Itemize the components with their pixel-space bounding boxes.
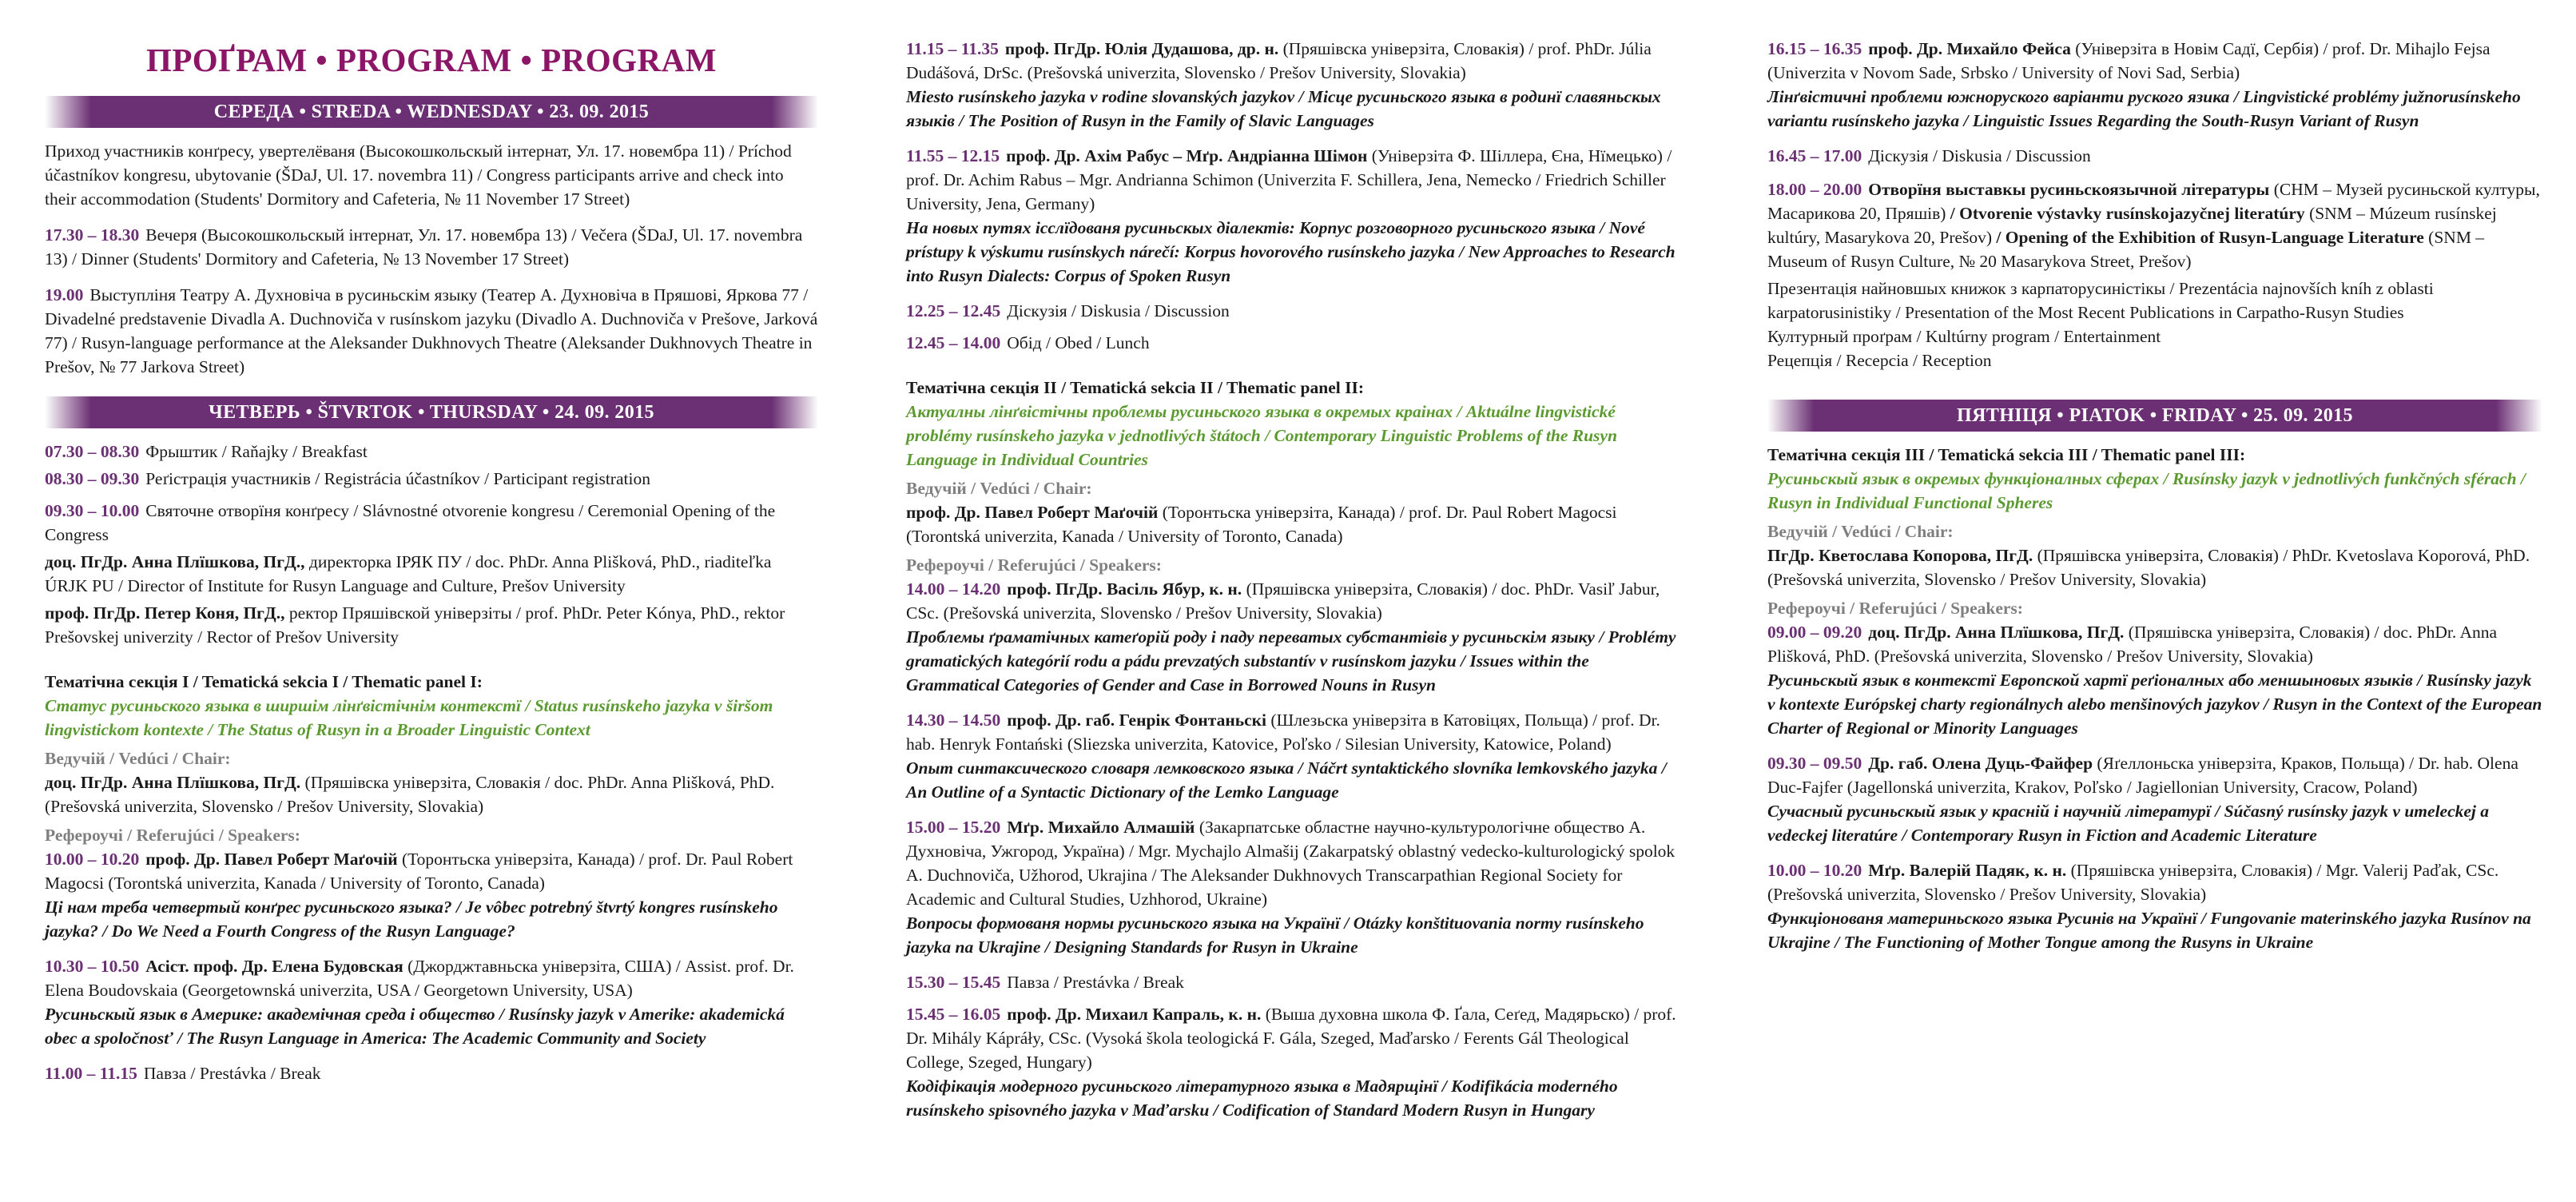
panel-heading: Тематічна секція I / Tematická sekcia I / Thematic panel I:: [45, 672, 483, 691]
panel-heading: Тематічна секція II / Tematická sekcia II / Thematic panel II:: [906, 378, 1365, 397]
chair-name: проф. Др. Павел Роберт Маґочій: [906, 503, 1159, 522]
item-time: 18.00 – 20.00: [1767, 180, 1862, 199]
talk-entry: [906, 144, 1680, 288]
panel-chair: [45, 746, 818, 818]
chair-label: Ведучій / Vedúci / Chair:: [906, 479, 1092, 498]
exhibit-title-uk: Отворїня выставкы русиньскоязычной літературы: [1868, 180, 2270, 199]
exhibition-program: [1767, 277, 2542, 372]
talk-time: 15.45 – 16.05: [906, 1005, 1001, 1024]
column-2: [906, 0, 1680, 1133]
talk-affiliation: (Торонтьска універзіта, Канада) / prof. Dr. Paul Robert Magocsi (Torontská univerzita, Kanada / University of Toronto, Canada): [45, 850, 793, 893]
day-band-friday: ПЯТНІЦЯ • PIATOK • FRIDAY • 25. 09. 2015: [1767, 400, 2542, 432]
schedule-item: [45, 139, 818, 211]
schedule-item: [45, 223, 818, 271]
panel-1: [45, 670, 818, 742]
speakers-label: Рефероучі / Referujúci / Speakers:: [906, 555, 1162, 575]
talk-speaker: проф. Др. Михаил Капраль, к. н.: [1007, 1005, 1262, 1024]
talk-speaker: Асіст. проф. Др. Елена Будовская: [145, 957, 403, 976]
item-time: 08.30 – 09.30: [45, 469, 140, 488]
talk-title: Функціонованя материньского языка Русинів на Українї / Fungovanie materinského jazyka Rusínov na Ukrajine / The Functioning of Mother Tongue among the Rusyns in Ukraine: [1767, 909, 2531, 952]
item-text: Выступліня Театру А. Духновіча в русиньскім языку (Театер А. Духновіча в Пряшові, Яркова 77 / Divadelné predstavenie Divadla A. Duchnoviča v rusínskom jazyku (Divadlo A. Duchnoviča v Prešove, Jarková 77) / Rusyn-language performance at the Aleksander Dukhnovych Theatre (Aleksander Dukhnovych Theatre in Prešov, № 77 Jarkova Street): [45, 285, 818, 376]
item-text: Реґістрація участників / Registrácia účastníkov / Participant registration: [145, 469, 650, 488]
talk-title: Кодіфікація модерного русиньского літературного языка в Мадярщінї / Kodifikácia moderného rusínskeho spisovného jazyka v Maďarsku / Codification of Standard Modern Rusyn in Hungary: [906, 1077, 1618, 1120]
talk-affiliation: (Універзіта в Новім Садї, Сербія) / prof. Dr. Mihajlo Fejsa (Univerzita v Novom Sade, Srbsko / University of Novi Sad, Serbia): [1767, 39, 2491, 82]
talk-entry: [906, 37, 1680, 133]
program-line: Презентація найновшых книжок з карпаторусиністікы / Prezentácia najnovších kníh z oblasti karpatorusinistiky / Presentation of the Most Recent Publications in Carpatho-Rusyn Studies: [1767, 279, 2434, 322]
chair-affiliation: (Торонтьска універзіта, Канада) / prof. Dr. Paul Robert Magocsi (Torontská univerzita, Kanada / University of Toronto, Canada): [906, 503, 1617, 546]
talk-affiliation: (Універзіта Ф. Шіллера, Єна, Нїмецько) / prof. Dr. Achim Rabus – Mgr. Andrianna Schimon (Univerzita F. Schillera, Jena, Nemecko / Friedrich Schiller University, Jena, Germany): [906, 146, 1672, 213]
talk-time: 10.00 – 10.20: [45, 850, 140, 869]
item-time: 17.30 – 18.30: [45, 225, 140, 245]
panel-2: [906, 376, 1680, 472]
exhibit-place-uk: (СНМ – Музей русиньской културы, Масарикова 20, Пряшів): [1767, 180, 2540, 223]
talk-affiliation: (Пряшівска універзіта, Словакія) / prof. PhDr. Júlia Dudášová, DrSc. (Prešovská univerzita, Slovensko / Prešov University, Slovakia): [906, 39, 1652, 82]
program-line: Рецепція / Recepcia / Reception: [1767, 351, 1992, 370]
panel-heading: Тематічна секція III / Tematická sekcia III / Thematic panel III:: [1767, 445, 2246, 464]
talk-entry: [906, 577, 1680, 697]
chair-label: Ведучій / Vedúci / Chair:: [45, 749, 231, 768]
day-band-wednesday: СЕРЕДА • STREDA • WEDNESDAY • 23. 09. 2015: [45, 96, 818, 128]
column-1: [45, 0, 818, 1097]
talk-entry: [45, 847, 818, 943]
item-time: 15.30 – 15.45: [906, 973, 1001, 992]
talk-title: Вопросы формованя нормы русиньского языка на Українї / Otázky konštituovania normy rusínskeho jazyka na Ukrajine / Designing Standards for Rusyn in Ukraine: [906, 913, 1644, 957]
chair-affiliation: (Пряшівска універзіта, Словакія) / PhDr. Kvetoslava Koporová, PhD. (Prešovská univerzita, Slovensko / Prešov University, Slovakia): [1767, 546, 2530, 589]
speakers-label: Рефероучі / Referujúci / Speakers:: [45, 826, 300, 845]
talk-title: Опыт синтаксического словаря лемковского языка / Náčrt syntaktického slovníka lemkovského jazyka / An Outline of a Syntactic Dictionary of the Lemko Language: [906, 758, 1667, 802]
talk-time: 14.30 – 14.50: [906, 710, 1001, 730]
talk-entry: [45, 954, 818, 1050]
speaker-name: проф. ПгДр. Петер Коня, ПгД.,: [45, 603, 285, 623]
talk-affiliation: (Шлезьска універзіта в Катовіцях, Польща) / prof. Dr. hab. Henryk Fontański (Sliezska univerzita, Katovice, Poľsko / Silesian University, Katowice, Poland): [906, 710, 1660, 754]
talk-speaker: проф. ПгДр. Васіль Ябур, к. н.: [1007, 579, 1242, 599]
opening-speaker: [45, 550, 818, 598]
schedule-item: [906, 299, 1680, 323]
talk-time: 10.30 – 10.50: [45, 957, 140, 976]
talk-title: Лінґвістичні проблеми южноруского варіанти руского язика / Lingvistické problémy južnorusínskeho variantu rusínskeho jazyka / Linguistic Issues Regarding the South-Rusyn Variant of Rusyn: [1767, 87, 2521, 130]
column-3: [1767, 0, 2542, 965]
item-text: Павза / Prestávka / Break: [1007, 973, 1184, 992]
talk-title: На новых путях ісcлїдованя русиньскых діалектів: Корпус розговорного русиньского языка / Nové prístupy k výskumu rusínskych nárečí: Korpus hovorového rusínskeho jazyka / New Approaches to Research into Rusyn Dialects: Corpus of Spoken Rusyn: [906, 218, 1676, 285]
item-text: Фрыштик / Raňajky / Breakfast: [145, 442, 368, 461]
schedule-item: [45, 1061, 818, 1085]
talk-entry: [906, 708, 1680, 804]
talk-time: 11.55 – 12.15: [906, 146, 1000, 165]
item-text: Святочне отворїня конґресу / Slávnostné otvorenie kongresu / Ceremonial Opening of the Congress: [45, 501, 776, 544]
panel-chair: [1767, 519, 2542, 591]
panel-topic: Статус русиньского языка в ширшім лінґвістічнім контекстї / Status rusínskeho jazyka v širšom lingvistickom kontexte / The Status of Rusyn in a Broader Linguistic Context: [45, 696, 773, 739]
schedule-item: [45, 499, 818, 547]
talk-entry: [1767, 620, 2542, 740]
talk-title: Проблемы ґраматічных катеґорій роду і паду переватых субстантівів у русиньскім языку / Problémy gramatických kategórií rodu a pádu prevzatých substantív v rusínskom jazyku / Issues within the Grammatical Categories of Gender and Case in Borrowed Nouns in Rusyn: [906, 627, 1676, 695]
talk-entry: [906, 815, 1680, 959]
exhibit-title-en: / Opening of the Exhibition of Rusyn-Language Literature: [1996, 228, 2424, 247]
talk-affiliation: (Закарпатське областне научно-культурологічне общество А. Духновіча, Ужгород, Україна) / Mgr. Mychajlo Almašij (Zakarpatský oblastný vedecko-kulturologický spolok A. Duchnoviča, Užhorod, Ukrajina / The Aleksander Dukhnovych Transcarpathian Regional Society for Academic and Cultural Studies, Uzhhorod, Ukraine): [906, 818, 1676, 909]
talk-speaker: доц. ПгДр. Анна Плїшкова, ПгД.: [1868, 623, 2125, 642]
talk-speaker: проф. Др. Ахім Рабус – Мґр. Андріанна Шімон: [1006, 146, 1368, 165]
talk-affiliation: (Пряшівска універзіта, Словакія) / Mgr. Valerij Paďak, CSc. (Prešovská univerzita, Slovensko / Prešov University, Slovakia): [1767, 861, 2499, 904]
speakers-label: Рефероучі / Referujúci / Speakers:: [1767, 599, 2023, 618]
exhibit-title-sk: / Otvorenie výstavky rusínskojazyčnej literatúry: [1950, 204, 2305, 223]
chair-name: доц. ПгДр. Анна Плїшкова, ПгД.: [45, 773, 301, 792]
schedule-item: [906, 970, 1680, 994]
talk-affiliation: (Выша духовна школа Ф. Ґала, Сеґед, Мадярьско) / prof. Dr. Mihály Kápráły, CSc. (Vysoká škola teologická F. Gála, Szeged, Maďarsko / Ferents Gál Theological College, Szeged, Hungary): [906, 1005, 1676, 1072]
schedule-item: [45, 283, 818, 379]
item-time: 12.45 – 14.00: [906, 333, 1001, 352]
item-time: 19.00: [45, 285, 84, 304]
day-band-thursday: ЧЕТВЕРЬ • ŠTVRTOK • THURSDAY • 24. 09. 2015: [45, 396, 818, 428]
talk-speaker: проф. Др. габ. Генрік Фонтаньскі: [1007, 710, 1266, 730]
talk-speaker: Др. габ. Олена Дуць-Файфер: [1868, 754, 2093, 773]
talk-time: 10.00 – 10.20: [1767, 861, 1862, 880]
talk-title: Сучасный русиньскый язык у красній і научній літературї / Súčasný rusínsky jazyk v umeleckej a vedeckej literatúre / Contemporary Rusyn in Fiction and Academic Literature: [1767, 802, 2490, 845]
talk-title: Русиньскый язык в контекстї Европской хартї реґіоналных або меншыновых языків / Rusínsky jazyk v kontexte Európskej charty regionálnych alebo menšinových jazykov / Rusyn in the Context of the European Charter of Regional or Minority Languages: [1767, 671, 2542, 738]
talk-time: 09.00 – 09.20: [1767, 623, 1862, 642]
talk-time: 16.15 – 16.35: [1767, 39, 1862, 58]
talk-entry: [1767, 37, 2542, 133]
item-text: Діскузія / Diskusia / Discussion: [1868, 146, 2091, 165]
opening-speaker: [45, 601, 818, 649]
chair-affiliation: (Пряшівска універзіта, Словакія / doc. PhDr. Anna Plišková, PhD. (Prešovská univerzita, Slovensko / Prešov University, Slovakia): [45, 773, 775, 816]
item-time: 09.30 – 10.00: [45, 501, 140, 520]
schedule-item: [45, 467, 818, 491]
talk-time: 09.30 – 09.50: [1767, 754, 1862, 773]
talk-affiliation: (Джорджтавньска універзіта, США) / Assist. prof. Dr. Elena Boudovskaia (Georgetownská univerzita, USA / Georgetown University, USA): [45, 957, 794, 1000]
talk-title: Русиньскый язык в Америкe: академічная среда і общество / Rusínsky jazyk v Amerike: akademická obec a spoločnosť / The Rusyn Language in America: The Academic Community and Society: [45, 1005, 785, 1048]
chair-label: Ведучій / Vedúci / Chair:: [1767, 522, 1954, 541]
talk-entry: [906, 1002, 1680, 1122]
item-text: Діскузія / Diskusia / Discussion: [1007, 301, 1230, 320]
speaker-affiliation: директорка ІРЯК ПУ / doc. PhDr. Anna Plišková, PhD., riaditeľka ÚRJK PU / Director of Institute for Rusyn Language and Culture, Prešov University: [45, 552, 772, 595]
talk-speaker: Мґр. Валерій Падяк, к. н.: [1868, 861, 2067, 880]
talk-affiliation: (Пряшівска універзіта, Словакія) / doc. PhDr. Vasiľ Jabur, CSc. (Prešovská univerzita, Slovensko / Prešov University, Slovakia): [906, 579, 1660, 623]
panel-topic: Русиньскый язык в окремых функціоналных сферах / Rusínsky jazyk v jednotlivých funkčných sférach / Rusyn in Individual Functional Spheres: [1767, 469, 2526, 512]
talk-speaker: проф. Др. Павел Роберт Маґочій: [145, 850, 398, 869]
schedule-item: [906, 331, 1680, 355]
talk-speaker: Мґр. Михайло Алмашій: [1007, 818, 1195, 837]
talk-time: 14.00 – 14.20: [906, 579, 1001, 599]
panel-topic: Актуалны лінґвістічны проблемы русиньского языка в окремых краінах / Aktuálne lingvistické problémy rusínskeho jazyka v jednotlivých štátoch / Contemporary Linguistic Problems of the Rusyn Language in Individual Countries: [906, 402, 1617, 469]
schedule-item: [1767, 144, 2542, 168]
talk-affiliation: (Пряшівска універзіта, Словакія) / doc. PhDr. Anna Plišková, PhD. (Prešovská univerzita, Slovensko / Prešov University, Slovakia): [1767, 623, 2498, 666]
talk-speaker: проф. ПгДр. Юлія Дудашова, др. н.: [1004, 39, 1279, 58]
schedule-item: [45, 440, 818, 464]
item-time: 07.30 – 08.30: [45, 442, 140, 461]
talk-entry: [1767, 858, 2542, 954]
item-time: 11.00 – 11.15: [45, 1064, 137, 1083]
talk-speaker: проф. Др. Михайло Фейса: [1868, 39, 2071, 58]
item-text: Павза / Prestávka / Break: [143, 1064, 321, 1083]
item-text: Приход участників конґресу, увертелёваня (Высокошкольскый інтернат, Ул. 17. новембра 11) / Príchod účastníkov kongresu, ubytovanie (ŠDaJ, Ul. 17. novembra 11) / Congress participants arrive and check into their accommodation (Students' Dormitory and Cafeteria, № 11 November 17 Street): [45, 141, 792, 209]
exhibition-item: [1767, 177, 2542, 273]
speaker-name: доц. ПгДр. Анна Плїшкова, ПгД.,: [45, 552, 305, 571]
talk-affiliation: (Яґеллоньска універзіта, Краков, Польща) / Dr. hab. Olena Duc-Fajfer (Jagellonská univerzita, Krakov, Poľsko / Jagiellonian University, Cracow, Poland): [1767, 754, 2518, 797]
item-time: 16.45 – 17.00: [1767, 146, 1862, 165]
panel-3: [1767, 443, 2542, 515]
item-text: Обід / Obed / Lunch: [1007, 333, 1150, 352]
chair-name: ПгДр. Кветослава Копорова, ПгД.: [1767, 546, 2033, 565]
program-line: Културный проґрам / Kultúrny program / Entertainment: [1767, 327, 2161, 346]
item-time: 12.25 – 12.45: [906, 301, 1001, 320]
talk-entry: [1767, 751, 2542, 847]
talk-title: Miesto rusínskeho jazyka v rodine slovanských jazykov / Місце русиньского языка в родинї славяньскых языків / The Position of Rusyn in the Family of Slavic Languages: [906, 87, 1661, 130]
panel-chair: [906, 476, 1680, 548]
talk-time: 11.15 – 11.35: [906, 39, 999, 58]
talk-title: Ці нам треба четвертый конґрес русиньского языка? / Je vôbec potrebný štvrtý kongres rusínskeho jazyka? / Do We Need a Fourth Congress of the Rusyn Language?: [45, 898, 778, 941]
talk-time: 15.00 – 15.20: [906, 818, 1001, 837]
exhibit-place-sk: (SNM – Múzeum rusínskej kultúry, Masarykova 20, Prešov): [1767, 204, 2497, 247]
item-text: Вечеря (Высокошкольскый інтернат, Ул. 17. новембра 13) / Večera (ŠDaJ, Ul. 17. novembra 13) / Dinner (Students' Dormitory and Cafeteria, № 13 November 17 Street): [45, 225, 803, 269]
exhibit-place-en: (SNM – Museum of Rusyn Culture, № 20 Masarykova Street, Prešov): [1767, 228, 2485, 271]
speaker-affiliation: ректор Пряшівской універзіты / prof. PhDr. Peter Kónya, PhD., rektor Prešovskej univerzity / Rector of Prešov University: [45, 603, 785, 647]
page-title: ПРОҐРАМ • PROGRAM • PROGRAM: [146, 42, 717, 78]
